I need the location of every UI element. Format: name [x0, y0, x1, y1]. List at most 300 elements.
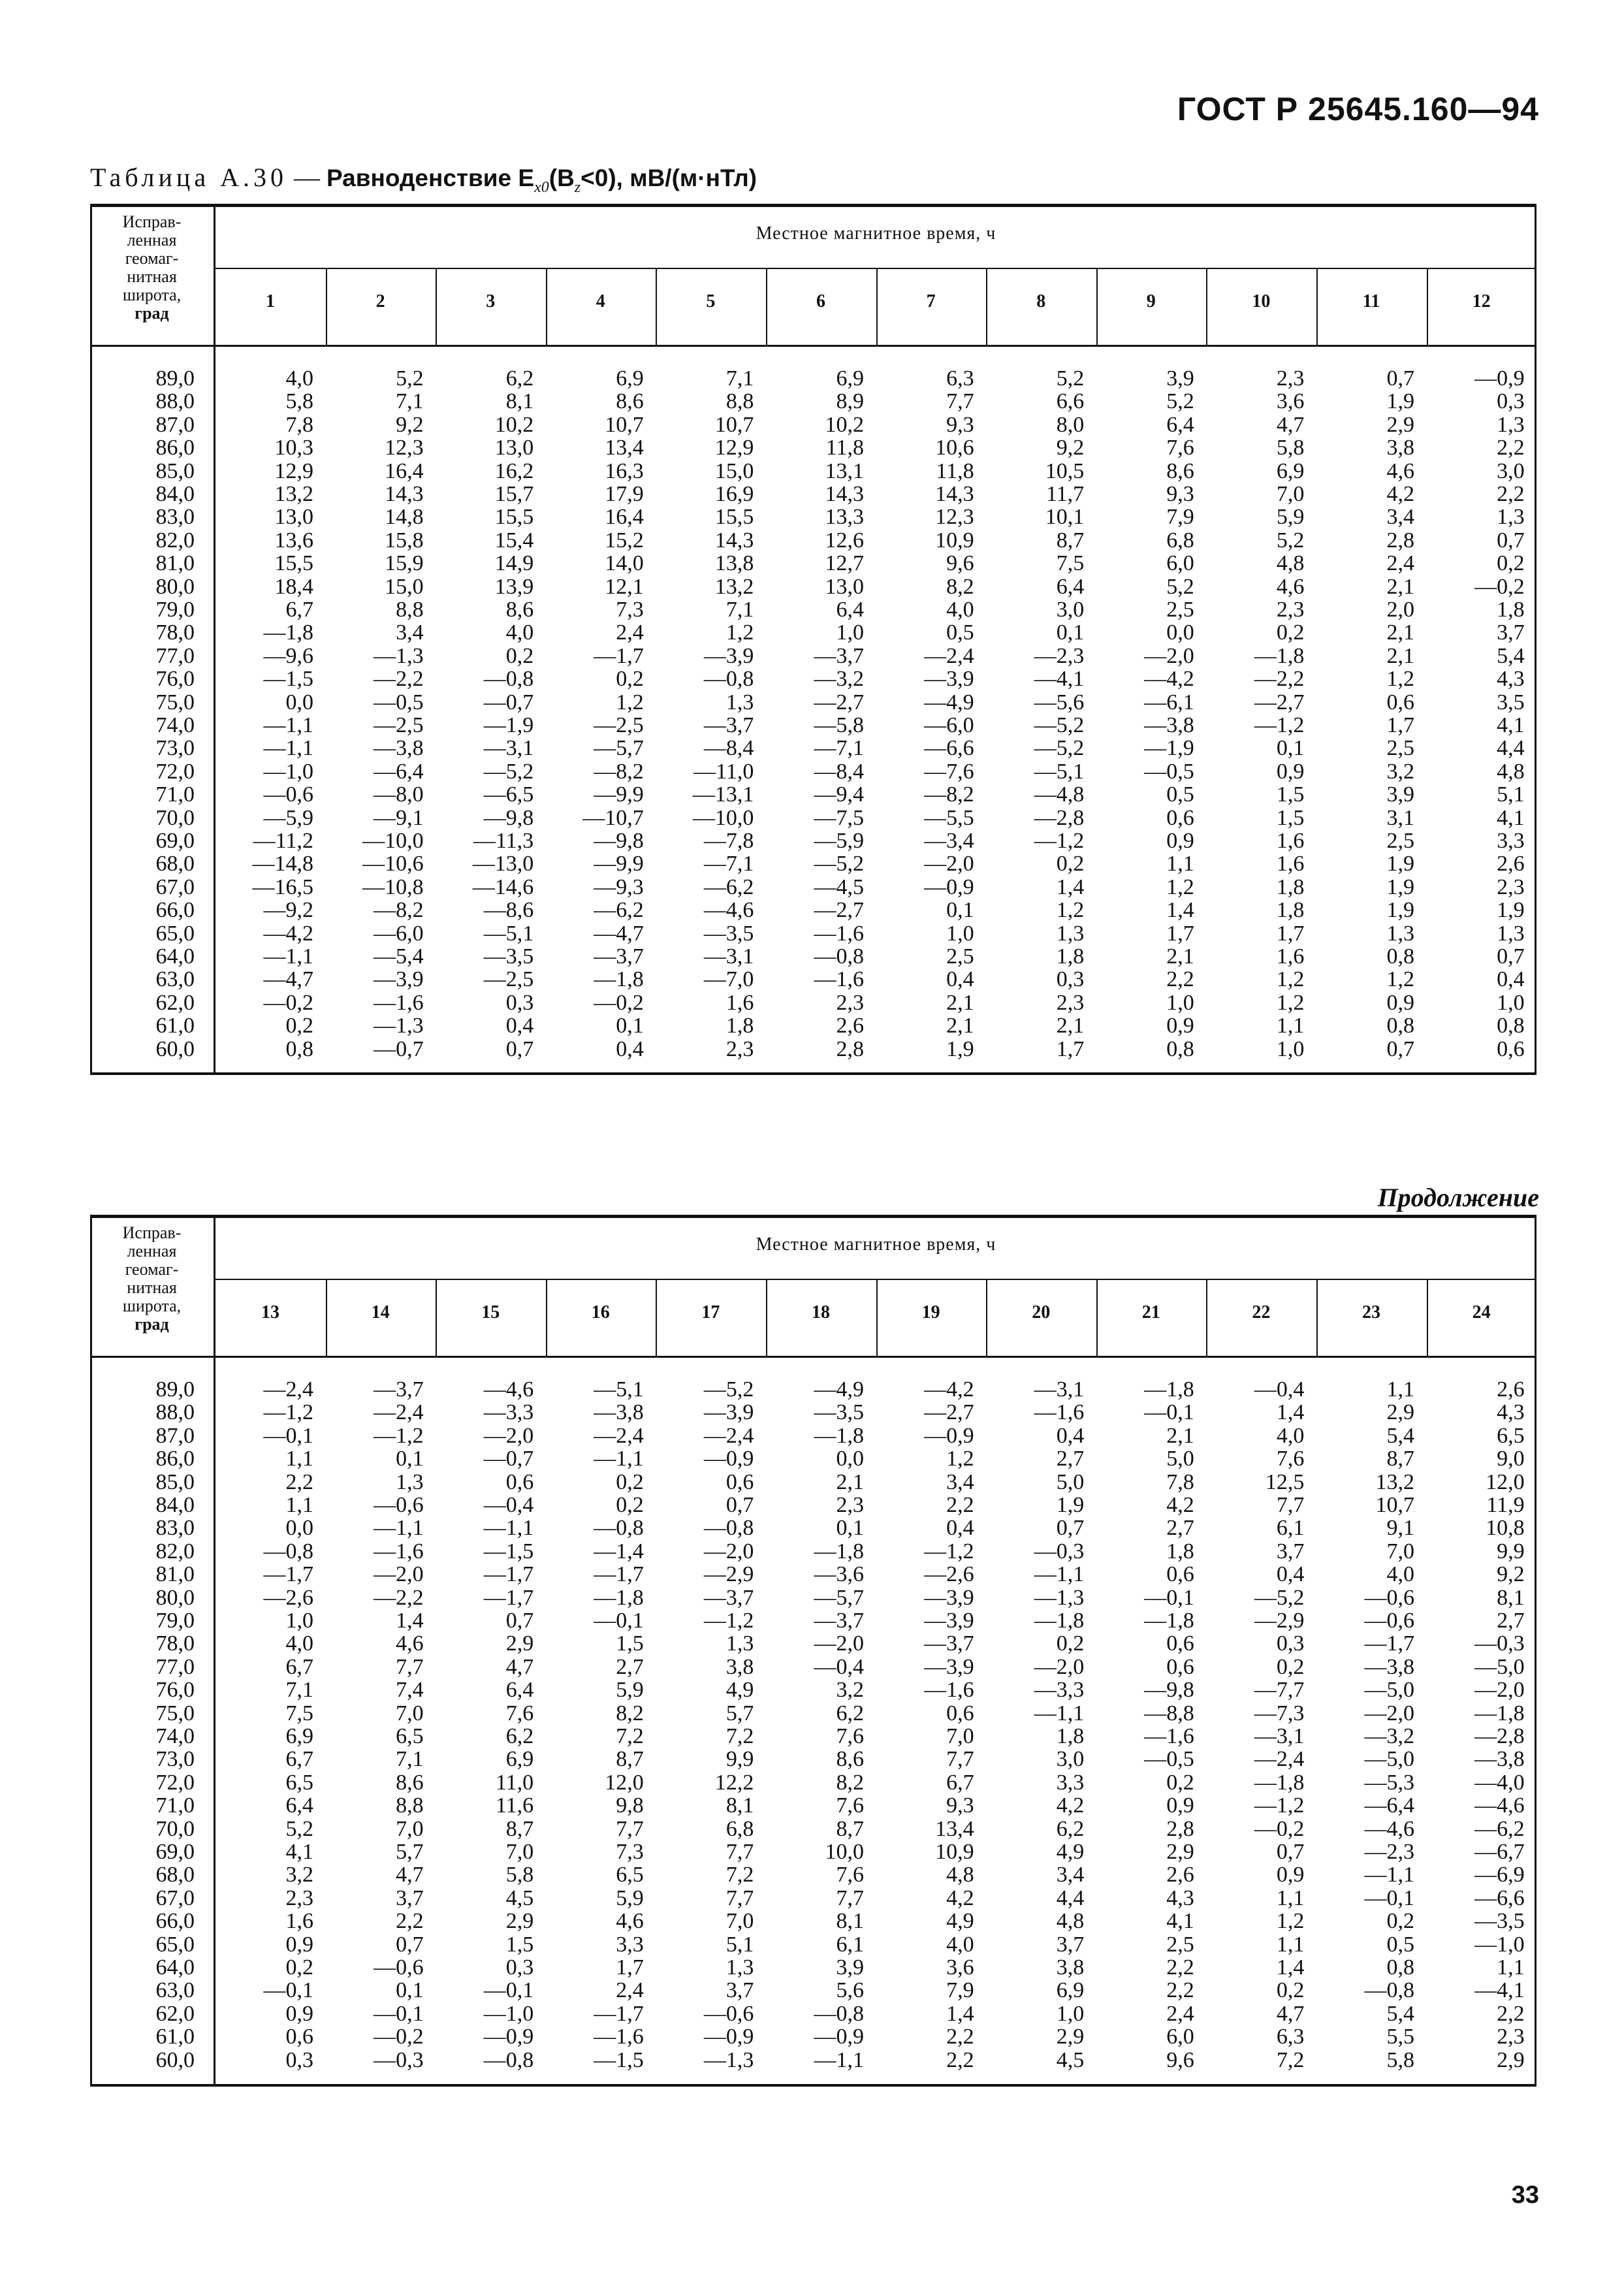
value-cell: —2,7: [924, 1400, 974, 1425]
value-cell: —9,8: [594, 829, 644, 853]
value-cell: 14,3: [935, 482, 974, 506]
value-cell: 2,1: [836, 1469, 864, 1494]
value-cell: 2,1: [1056, 1014, 1085, 1038]
value-cell: 6,9: [1276, 458, 1305, 483]
value-cell: 3,7: [1497, 620, 1525, 645]
value-cell: 7,2: [725, 1724, 754, 1748]
value-cell: —1,8: [594, 1585, 644, 1610]
value-cell: 0,6: [1166, 805, 1194, 830]
value-cell: —11,0: [693, 759, 754, 784]
caption-cond: (B: [549, 165, 575, 191]
value-cell: —9,1: [374, 805, 424, 830]
value-cell: 6,5: [616, 1863, 644, 1887]
value-cell: 2,2: [1166, 967, 1194, 992]
value-cell: 0,0: [285, 690, 313, 714]
hour-header: 7: [926, 291, 936, 312]
value-cell: 1,8: [1056, 1724, 1085, 1748]
value-cell: 12,6: [825, 528, 864, 553]
value-cell: —1,3: [703, 2047, 754, 2072]
latitude-cell: 64,0: [155, 944, 195, 969]
value-cell: 6,9: [836, 366, 864, 391]
latitude-header-line: град: [135, 304, 169, 323]
value-cell: —2,0: [703, 1539, 754, 1563]
value-cell: 0,3: [505, 1955, 534, 1980]
value-cell: 0,8: [1386, 944, 1414, 969]
value-cell: 1,1: [285, 1447, 313, 1471]
value-cell: 2,2: [285, 1469, 313, 1494]
value-cell: 7,6: [1166, 436, 1194, 460]
value-cell: —0,6: [374, 1955, 424, 1980]
value-cell: 4,8: [1056, 1909, 1085, 1934]
value-cell: 7,6: [836, 1863, 864, 1887]
value-cell: —4,2: [1144, 667, 1194, 692]
value-cell: —3,9: [924, 1654, 974, 1679]
value-cell: 7,0: [946, 1724, 974, 1748]
latitude-header-line: геомаг-: [125, 1260, 179, 1279]
value-cell: 2,9: [1166, 1840, 1194, 1864]
value-cell: —0,8: [263, 1539, 313, 1563]
value-cell: 4,8: [946, 1863, 974, 1887]
value-cell: —8,4: [703, 736, 754, 761]
value-cell: 1,5: [505, 1932, 534, 1957]
value-cell: 1,3: [1386, 921, 1414, 946]
value-cell: —5,1: [483, 921, 534, 946]
value-cell: 2,8: [836, 1036, 864, 1061]
value-cell: 8,1: [836, 1909, 864, 1934]
value-cell: 2,3: [1276, 366, 1305, 391]
value-cell: —2,4: [1254, 1747, 1305, 1772]
value-cell: 6,7: [946, 1770, 974, 1795]
value-cell: —9,8: [1144, 1678, 1194, 1703]
value-cell: 13,4: [935, 1816, 974, 1841]
hour-header: 9: [1146, 291, 1156, 312]
latitude-cell: 73,0: [155, 1747, 195, 1772]
value-cell: 2,2: [1497, 436, 1525, 460]
value-cell: 0,6: [285, 2025, 313, 2049]
value-cell: 2,3: [836, 990, 864, 1015]
value-cell: 7,5: [285, 1701, 313, 1725]
value-cell: 2,8: [1386, 528, 1414, 553]
value-cell: —1,5: [594, 2047, 644, 2072]
value-cell: 16,9: [714, 482, 754, 506]
value-cell: —14,8: [252, 852, 313, 876]
value-cell: 0,1: [396, 1978, 424, 2003]
value-cell: 0,3: [1056, 967, 1085, 992]
value-cell: —6,0: [924, 713, 974, 737]
latitude-cell: 66,0: [155, 1909, 195, 1934]
value-cell: —10,0: [362, 829, 424, 853]
value-cell: 8,1: [505, 389, 534, 414]
value-cell: —3,3: [483, 1400, 534, 1425]
value-cell: 6,9: [505, 1747, 534, 1772]
value-cell: 8,7: [836, 1816, 864, 1841]
value-cell: 0,9: [1276, 1863, 1305, 1887]
value-cell: 6,7: [285, 1747, 313, 1772]
value-cell: 3,8: [725, 1654, 754, 1679]
value-cell: —1,0: [263, 759, 313, 784]
value-cell: 1,8: [725, 1014, 754, 1038]
value-cell: 2,5: [1386, 829, 1414, 853]
value-cell: 4,0: [946, 1932, 974, 1957]
latitude-cell: 79,0: [155, 598, 195, 622]
value-cell: 0,9: [1166, 1793, 1194, 1818]
value-cell: 5,2: [1276, 528, 1305, 553]
latitude-cell: 85,0: [155, 1469, 195, 1494]
value-cell: 12,0: [1486, 1469, 1525, 1494]
value-cell: —1,7: [594, 2001, 644, 2026]
value-cell: —1,2: [703, 1609, 754, 1633]
value-cell: 14,3: [714, 528, 754, 553]
value-cell: —9,4: [814, 782, 864, 807]
value-cell: —3,7: [814, 1609, 864, 1633]
value-cell: 0,9: [285, 2001, 313, 2026]
table-top-rule: [90, 1215, 1536, 1218]
value-cell: 8,2: [836, 1770, 864, 1795]
value-cell: —5,7: [814, 1585, 864, 1610]
value-cell: —1,2: [1254, 713, 1305, 737]
value-cell: 10,7: [714, 412, 754, 437]
value-cell: 12,5: [1265, 1469, 1305, 1494]
latitude-cell: 72,0: [155, 1770, 195, 1795]
value-cell: —5,5: [924, 805, 974, 830]
value-cell: 0,5: [946, 620, 974, 645]
value-cell: —9,2: [263, 898, 313, 923]
value-cell: —2,2: [374, 1585, 424, 1610]
value-cell: —3,9: [703, 1400, 754, 1425]
value-cell: 7,7: [946, 389, 974, 414]
value-cell: 1,3: [1497, 921, 1525, 946]
value-cell: 6,0: [1166, 2025, 1194, 2049]
value-cell: 12,9: [714, 436, 754, 460]
value-cell: —2,0: [483, 1423, 534, 1448]
latitude-cell: 62,0: [155, 990, 195, 1015]
value-cell: —1,1: [1034, 1701, 1085, 1725]
hour-header: 21: [1141, 1302, 1160, 1323]
value-cell: —3,4: [924, 829, 974, 853]
value-cell: —1,1: [483, 1516, 534, 1541]
value-cell: 7,2: [616, 1724, 644, 1748]
value-cell: —0,1: [263, 1978, 313, 2003]
latitude-cell: 72,0: [155, 759, 195, 784]
value-cell: 1,2: [1166, 874, 1194, 899]
value-cell: —0,1: [483, 1978, 534, 2003]
value-cell: —0,9: [703, 1447, 754, 1471]
value-cell: —2,0: [1144, 643, 1194, 668]
value-cell: 2,2: [946, 2047, 974, 2072]
value-cell: —2,4: [924, 643, 974, 668]
value-cell: —4,6: [1474, 1793, 1525, 1818]
value-cell: 9,1: [1386, 1516, 1414, 1541]
value-cell: —4,0: [1474, 1770, 1525, 1795]
latitude-cell: 68,0: [155, 1863, 195, 1887]
value-cell: 10,0: [825, 1840, 864, 1864]
value-cell: —1,3: [374, 1014, 424, 1038]
value-cell: 15,9: [385, 551, 424, 576]
value-cell: 0,8: [285, 1036, 313, 1061]
value-cell: —8,2: [374, 898, 424, 923]
latitude-cell: 82,0: [155, 1539, 195, 1563]
value-cell: 3,8: [1056, 1955, 1085, 1980]
value-cell: 1,3: [1497, 412, 1525, 437]
value-cell: 2,3: [725, 1036, 754, 1061]
value-cell: —3,9: [374, 967, 424, 992]
value-cell: —8,8: [1144, 1701, 1194, 1725]
value-cell: 2,9: [1497, 2047, 1525, 2072]
table-bottom-rule: [90, 2084, 1536, 2087]
value-cell: 1,2: [1056, 898, 1085, 923]
hour-header: 13: [261, 1302, 279, 1323]
value-cell: 0,7: [1386, 1036, 1414, 1061]
value-cell: —0,4: [483, 1493, 534, 1517]
value-cell: 9,6: [946, 551, 974, 576]
value-cell: 6,7: [285, 1654, 313, 1679]
value-cell: 0,9: [1166, 829, 1194, 853]
value-cell: —1,6: [1144, 1724, 1194, 1748]
value-cell: 7,1: [725, 366, 754, 391]
value-cell: 4,1: [1497, 805, 1525, 830]
value-cell: —6,1: [1144, 690, 1194, 714]
value-cell: 7,8: [285, 412, 313, 437]
value-cell: 8,1: [1497, 1585, 1525, 1610]
value-cell: 13,6: [274, 528, 313, 553]
value-cell: 2,3: [1056, 990, 1085, 1015]
value-cell: —1,6: [814, 967, 864, 992]
value-cell: 1,8: [1276, 874, 1305, 899]
value-cell: 8,7: [1386, 1447, 1414, 1471]
value-cell: 3,1: [1386, 805, 1414, 830]
value-cell: —13,1: [692, 782, 754, 807]
value-cell: 7,0: [1276, 482, 1305, 506]
latitude-cell: 89,0: [155, 366, 195, 391]
table-bottom-rule: [90, 1072, 1536, 1075]
value-cell: 4,0: [505, 620, 534, 645]
value-cell: 0,8: [1386, 1014, 1414, 1038]
value-cell: —4,5: [814, 874, 864, 899]
value-cell: 12,0: [605, 1770, 644, 1795]
value-cell: 7,7: [725, 1840, 754, 1864]
value-cell: —8,0: [374, 782, 424, 807]
value-cell: 1,7: [1276, 921, 1305, 946]
value-cell: 7,4: [396, 1678, 424, 1703]
value-cell: 1,1: [285, 1493, 313, 1517]
value-cell: 14,9: [494, 551, 534, 576]
value-cell: 8,7: [505, 1816, 534, 1841]
value-cell: —1,0: [1474, 1932, 1525, 1957]
value-cell: 1,1: [1166, 852, 1194, 876]
value-cell: —0,1: [374, 2001, 424, 2026]
value-cell: 1,9: [1386, 852, 1414, 876]
value-cell: 14,3: [385, 482, 424, 506]
value-cell: 5,8: [505, 1863, 534, 1887]
value-cell: 0,3: [505, 990, 534, 1015]
latitude-cell: 88,0: [155, 389, 195, 414]
value-cell: 0,1: [616, 1014, 644, 1038]
value-cell: 17,9: [605, 482, 644, 506]
value-cell: —4,2: [924, 1377, 974, 1402]
latitude-cell: 81,0: [155, 1562, 195, 1587]
latitude-cell: 80,0: [155, 1585, 195, 1610]
value-cell: —2,0: [924, 852, 974, 876]
value-cell: 7,0: [505, 1840, 534, 1864]
value-cell: 16,4: [605, 505, 644, 530]
value-cell: —2,3: [1364, 1840, 1414, 1864]
value-cell: —0,2: [1474, 574, 1525, 599]
value-cell: 2,6: [1497, 1377, 1525, 1402]
value-cell: 1,0: [285, 1609, 313, 1633]
value-cell: 2,4: [1166, 2001, 1194, 2026]
value-cell: 7,1: [725, 598, 754, 622]
value-cell: 3,2: [1386, 759, 1414, 784]
value-cell: 8,7: [1056, 528, 1085, 553]
value-cell: 9,9: [725, 1747, 754, 1772]
value-cell: 1,3: [1056, 921, 1085, 946]
value-cell: 0,6: [1386, 690, 1414, 714]
value-cell: 0,3: [285, 2047, 313, 2072]
value-cell: 9,8: [616, 1793, 644, 1818]
value-cell: 0,6: [946, 1701, 974, 1725]
value-cell: —1,2: [374, 1423, 424, 1448]
value-cell: 4,3: [1497, 667, 1525, 692]
value-cell: 0,2: [616, 1469, 644, 1494]
value-cell: 7,2: [725, 1863, 754, 1887]
value-cell: 0,7: [725, 1493, 754, 1517]
value-cell: —1,3: [374, 643, 424, 668]
value-cell: 7,7: [396, 1654, 424, 1679]
value-cell: 1,6: [1276, 944, 1305, 969]
value-cell: 2,2: [946, 2025, 974, 2049]
value-cell: 0,0: [836, 1447, 864, 1471]
value-cell: —1,1: [263, 944, 313, 969]
value-cell: —6,0: [374, 921, 424, 946]
value-cell: —2,7: [1254, 690, 1305, 714]
value-cell: 2,9: [505, 1909, 534, 1934]
value-cell: 4,6: [396, 1631, 424, 1656]
value-cell: 4,6: [1276, 574, 1305, 599]
value-cell: 2,3: [1276, 598, 1305, 622]
value-cell: 8,2: [946, 574, 974, 599]
latitude-cell: 84,0: [155, 482, 195, 506]
value-cell: 12,2: [714, 1770, 754, 1795]
value-cell: 1,8: [1056, 944, 1085, 969]
value-cell: 2,7: [1056, 1447, 1085, 1471]
value-cell: —1,6: [374, 1539, 424, 1563]
value-cell: 13,0: [274, 505, 313, 530]
value-cell: —1,5: [483, 1539, 534, 1563]
value-cell: 12,1: [605, 574, 644, 599]
value-cell: 6,3: [946, 366, 974, 391]
value-cell: 3,7: [1276, 1539, 1305, 1563]
value-cell: 1,4: [1166, 898, 1194, 923]
value-cell: 0,6: [1166, 1631, 1194, 1656]
value-cell: 3,6: [946, 1955, 974, 1980]
latitude-cell: 89,0: [155, 1377, 195, 1402]
value-cell: 6,1: [1276, 1516, 1305, 1541]
value-cell: —11,2: [253, 829, 313, 853]
value-cell: 3,7: [725, 1978, 754, 2003]
value-cell: 1,9: [1386, 389, 1414, 414]
value-cell: —0,5: [374, 690, 424, 714]
hour-header: 12: [1472, 291, 1491, 312]
value-cell: 1,2: [1276, 1909, 1305, 1934]
value-cell: 7,3: [616, 1840, 644, 1864]
value-cell: —2,8: [1474, 1724, 1525, 1748]
value-cell: —5,2: [814, 852, 864, 876]
value-cell: —0,1: [1364, 1885, 1414, 1910]
value-cell: 1,0: [1497, 990, 1525, 1015]
value-cell: 0,2: [1386, 1909, 1414, 1934]
value-cell: 4,8: [1276, 551, 1305, 576]
latitude-cell: 63,0: [155, 1978, 195, 2003]
value-cell: 4,1: [285, 1840, 313, 1864]
value-cell: —0,9: [703, 2025, 754, 2049]
value-cell: —3,7: [703, 1585, 754, 1610]
value-cell: 11,8: [825, 436, 864, 460]
value-cell: —1,1: [814, 2047, 864, 2072]
value-cell: —2,9: [703, 1562, 754, 1587]
value-cell: 1,1: [1276, 1885, 1305, 1910]
hour-header: 1: [266, 291, 275, 312]
value-cell: 2,6: [1497, 852, 1525, 876]
hour-header: 8: [1036, 291, 1046, 312]
value-cell: 2,3: [836, 1493, 864, 1517]
value-cell: 0,4: [1276, 1562, 1305, 1587]
value-cell: 7,7: [946, 1747, 974, 1772]
value-cell: 8,6: [1166, 458, 1194, 483]
value-cell: 0,7: [505, 1036, 534, 1061]
value-cell: 0,4: [505, 1014, 534, 1038]
value-cell: 2,6: [836, 1014, 864, 1038]
latitude-cell: 74,0: [155, 713, 195, 737]
value-cell: 4,8: [1497, 759, 1525, 784]
value-cell: 2,2: [396, 1909, 424, 1934]
value-cell: 1,9: [1386, 898, 1414, 923]
value-cell: —2,7: [814, 898, 864, 923]
latitude-cell: 64,0: [155, 1955, 195, 1980]
value-cell: 13,3: [825, 505, 864, 530]
value-cell: —0,9: [924, 1423, 974, 1448]
value-cell: 6,5: [285, 1770, 313, 1795]
value-cell: 10,9: [935, 1840, 974, 1864]
value-cell: —3,5: [703, 921, 754, 946]
caption-rest: <0), мВ/(м·нТл): [581, 165, 757, 191]
standard-number: ГОСТ Р 25645.160—94: [1177, 91, 1539, 127]
value-cell: 2,7: [1497, 1609, 1525, 1633]
value-cell: 3,4: [1056, 1863, 1085, 1887]
value-cell: 2,7: [1166, 1516, 1194, 1541]
value-cell: 7,9: [946, 1978, 974, 2003]
value-cell: 1,2: [1276, 967, 1305, 992]
value-cell: 4,0: [285, 1631, 313, 1656]
value-cell: —3,2: [1364, 1724, 1414, 1748]
value-cell: —2,5: [374, 713, 424, 737]
value-cell: —1,7: [483, 1585, 534, 1610]
value-cell: —4,6: [483, 1377, 534, 1402]
value-cell: 16,4: [385, 458, 424, 483]
value-cell: 18,4: [274, 574, 313, 599]
hour-header: 10: [1252, 291, 1271, 312]
value-cell: —6,4: [1364, 1793, 1414, 1818]
value-cell: —4,2: [263, 921, 313, 946]
value-cell: 12,7: [825, 551, 864, 576]
value-cell: 4,2: [1056, 1793, 1085, 1818]
value-cell: —10,8: [362, 874, 424, 899]
latitude-column-header: [90, 1224, 214, 1334]
value-cell: 10,6: [935, 436, 974, 460]
value-cell: 12,9: [274, 458, 313, 483]
value-cell: —7,1: [814, 736, 864, 761]
value-cell: —0,4: [814, 1654, 864, 1679]
value-cell: 3,4: [1386, 505, 1414, 530]
